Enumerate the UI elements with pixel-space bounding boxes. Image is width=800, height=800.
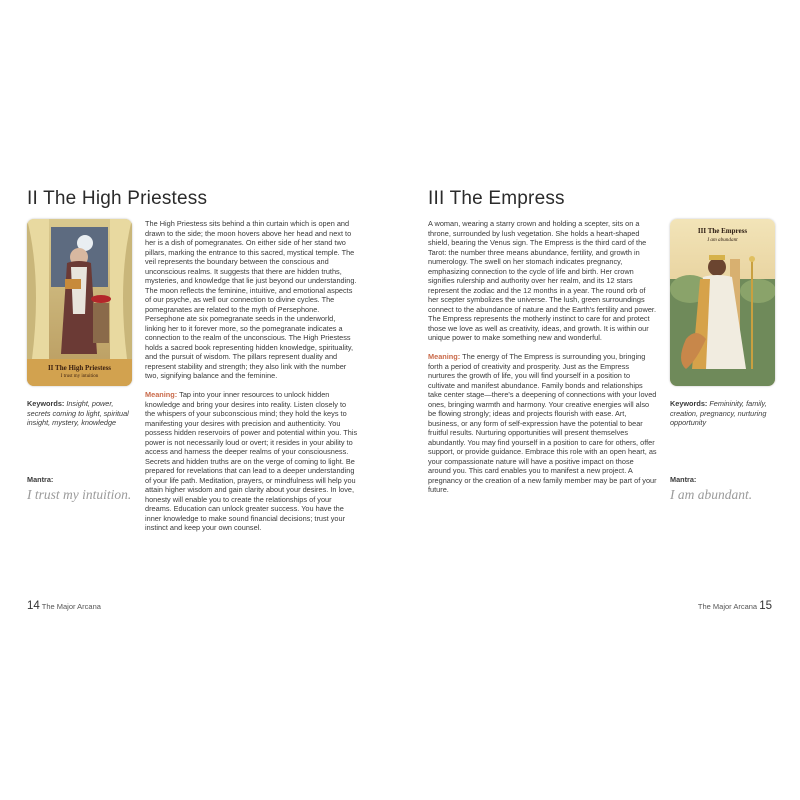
page-title: III The Empress <box>428 188 565 209</box>
page-number: 15 <box>759 600 772 612</box>
card-text <box>428 219 657 504</box>
card-subtitle: I am abundant <box>707 237 738 243</box>
card-text <box>145 219 358 542</box>
folio <box>698 600 772 612</box>
page-number: 14 <box>27 600 40 612</box>
description-paragraph: The High Priestess sits behind a thin curtain which is open and drawn to the side; the moon hovers above her head and next to her is a dish of pomegranates. On either side of her stand two pillars, marking the entrance to this sacred, mystical temple. The veil represents the boundary between the conscious and unconscious realms. It suggests that there are hidden truths, mysteries, and knowledge that lie just beyond our understanding. The moon reflects the feminine, intuitive, and emotional aspects of our psyche, as well our connection to divine cycles. The pomegranates are related to the myth of Persephone. Persephone ate six pomegranate seeds in the underworld, linking her to it forever more, so the pomegranate indicates a connection to the realm of the unconscious. The High Priestess holds a sacred book representing hidden knowledge, spirituality, and the pursuit of wisdom. The pillars represent duality and represent stability and strength; they also link with the number two, signifying balance and the feminine. <box>145 219 357 380</box>
keywords-label: Keywords: <box>27 399 65 408</box>
mantra-text: I am abundant. <box>670 487 753 502</box>
empress-card-image <box>670 219 775 386</box>
right-page <box>400 0 800 800</box>
meaning-paragraph <box>145 390 358 533</box>
card-name: II The High Priestess <box>47 364 112 372</box>
card-subtitle: I trust my intuition <box>60 374 99 379</box>
meaning-label: Meaning: <box>428 352 461 361</box>
meaning-text: Tap into your inner resources to unlock hidden knowledge and bring your desires into reality. Listen closely to the whispers of your subconscious mind; they hold the keys to manifesting your desires with precision and authenticity. You possess hidden reservoirs of power and potential within you. This power is not necessarily loud or overt; it resides in your ability to access and harness the deeper realms of your consciousness. Secrets and hidden truths are on the verge of coming to light. Be prepared for revelations that can lead to a deeper understanding of your life path. Meditation, prayers, or mindfulness will help you attain higher wisdom and gain clarity about your desires. In love, honesty will enable you to create the relationships of your dreams. Education can unlock greater success. You have the inner knowledge to make sound financial decisions; trust your instinct and keep your own counsel. <box>145 390 358 532</box>
high-priestess-card-image <box>27 219 132 386</box>
meaning-text: The energy of The Empress is surrounding you, bringing forth a period of creativity and prosperity. Just as the Empress nurtures the growth of life, you will find yourself in a position to cultivate and manifest abundance. Family bonds and relationships take center stage—there's a deepening of connections with your loved ones, bringing warmth and harmony. Your creative energies will also be flowing strongly; ideas and projects flourish with ease. Art, business, or any form of self-expression have the potential to bear fruitful results. Nurturing opportunities will present themselves abundantly. You may find yourself in a position to care for others, offer support, or provide guidance. Embrace this role with an open heart, as your compassionate nature will have a positive impact on those around you. This card enables you to manifest a new project. A pregnancy or the creation of a new family member may be part of your future. <box>428 352 657 494</box>
keywords-label: Keywords: <box>670 399 708 408</box>
mantra-text: I trust my intuition. <box>27 487 132 502</box>
mantra-label: Mantra: <box>27 475 54 484</box>
keywords-text: Insight, power, secrets coming to light, spiritual insight, mystery, knowledge <box>27 399 129 428</box>
mantra-label: Mantra: <box>670 475 697 484</box>
running-head: The Major Arcana <box>697 602 758 611</box>
meaning-paragraph <box>428 352 657 495</box>
folio <box>27 600 101 612</box>
meaning-label: Meaning: <box>145 390 178 399</box>
card-name: III The Empress <box>697 227 748 235</box>
keywords-text: Femininity, family, creation, pregnancy, nurturing opportunity <box>670 399 767 428</box>
running-head: The Major Arcana <box>41 602 101 611</box>
page-title: II The High Priestess <box>27 188 208 209</box>
keywords-block <box>27 399 132 428</box>
keywords-block <box>670 399 780 428</box>
description-paragraph: A woman, wearing a starry crown and holding a scepter, sits on a throne, surrounded by lush vegetation. She holds a heart-shaped shield, bearing the Venus sign. The Empress is the third card of the Tarot: the number three means abundance, fertility, and growth in numerology. The swell on her stomach indicates pregnancy, emphasizing connection to the cycle of life and birth. Her crown signifies rulership and authority over her realm, and its 12 stars represent the zodiac and the 12 months in a year. The round orb of her scepter symbolizes the universe. The lush, green surroundings connect to the abundance of nature and the Earth's fertility and power. The Empress represents the motherly instinct to care for and protect those we love as well as creativity, ideas, and growth. It is within our unique power to make something new and wonderful. <box>428 219 656 342</box>
